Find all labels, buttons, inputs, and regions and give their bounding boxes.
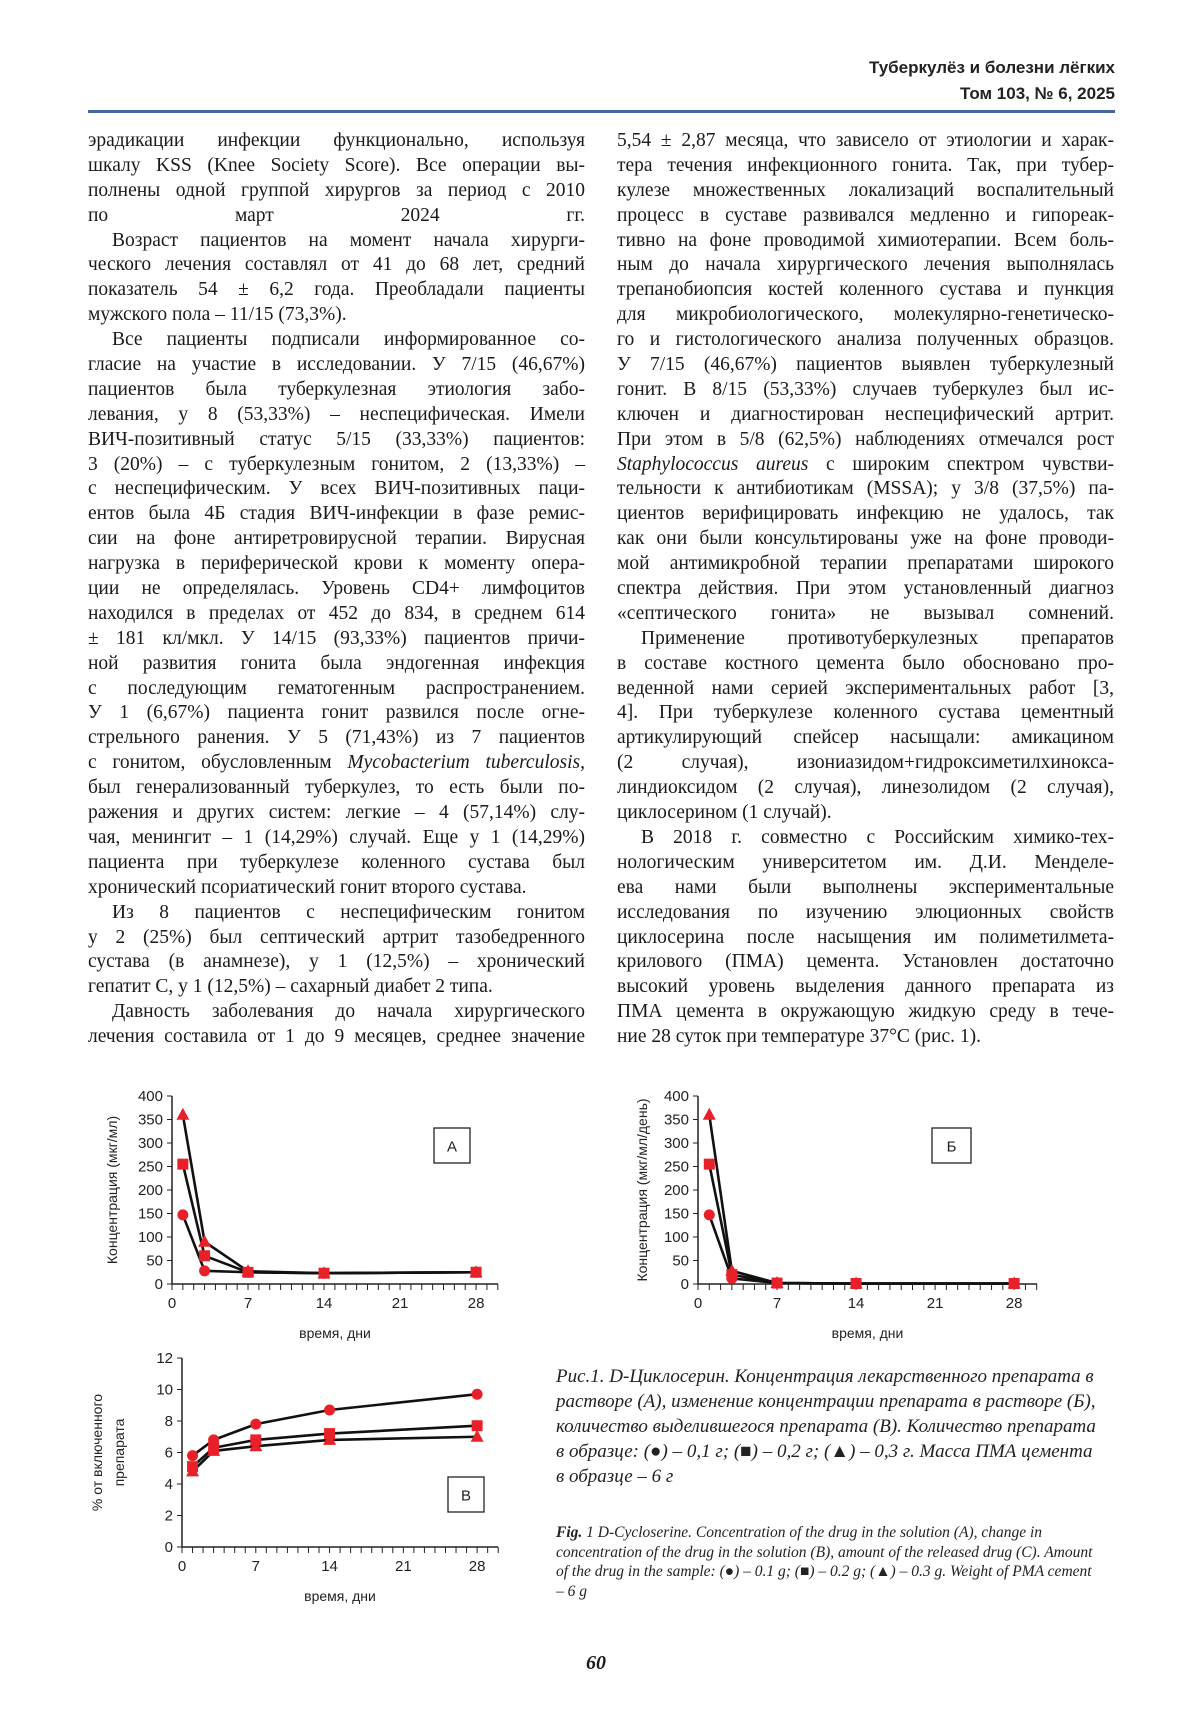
- text-line: трепанобиопсия костей коленного сустава и пункция: [617, 279, 1114, 301]
- text-line: процесс в суставе развивался медленно и гипореак-: [617, 204, 1114, 226]
- x-tick-label: 28: [468, 1558, 486, 1575]
- figure-caption-en: [556, 1523, 1101, 1601]
- text-line: высокий уровень выделения данного препарата из: [617, 976, 1114, 998]
- y-tick-label: 2: [164, 1507, 173, 1525]
- y-tick-label: 100: [663, 1229, 689, 1246]
- text-line: в составе костного цемента было обосновано про-: [617, 652, 1114, 674]
- data-point-circle: [704, 1209, 715, 1220]
- x-tick-label: 21: [394, 1558, 412, 1575]
- italic-species-name: Mycobacterium tuberculosis: [347, 752, 581, 774]
- text-line: артикулирующий спейсер насыщали: амикацином: [617, 727, 1114, 749]
- text-line: шкалу KSS (Knee Society Score). Все операции вы-: [88, 154, 585, 176]
- text-line: ние 28 суток при температуре 37°С (рис. 1).: [617, 1026, 981, 1048]
- text-line: «септического гонита» не вызывал сомнений.: [617, 602, 1114, 624]
- text-line: нагрузка в периферической крови к моменту опера-: [88, 553, 585, 575]
- italic-species-name: Staphylococcus aureus: [617, 453, 809, 475]
- x-axis-title: время, дни: [831, 1325, 904, 1341]
- text-line: тельности к антибиотикам (MSSA); у 3/8 (37,5%) па-: [617, 478, 1114, 500]
- x-tick-label: 0: [177, 1558, 187, 1575]
- x-tick-label: 7: [251, 1558, 260, 1575]
- text-line: с неспецифическим. У всех ВИЧ-позитивных паци-: [88, 478, 585, 500]
- text-line: ВИЧ-позитивный статус 5/15 (33,33%) пациентов:: [88, 428, 585, 450]
- data-point-square: [704, 1159, 715, 1170]
- series-line-circle: [709, 1215, 1014, 1284]
- data-point-circle: [177, 1209, 188, 1220]
- series-line-triangle: [183, 1115, 476, 1273]
- panel-label: Б: [946, 1138, 957, 1156]
- text-line: для микробиологического, молекулярно-генетическо-: [617, 304, 1114, 326]
- series-line-square: [709, 1164, 1014, 1283]
- x-tick-label: 28: [1005, 1295, 1023, 1312]
- text-line: у 2 (25%) был септический артрит тазобедренного: [88, 926, 585, 948]
- y-tick-label: 50: [146, 1252, 163, 1270]
- x-axis-title: время, дни: [299, 1325, 371, 1341]
- text-line: лечения составила от 1 до 9 месяцев, среднее значение: [88, 1026, 585, 1048]
- text-line: 3 (20%) – с туберкулезным гонитом, 2 (13,33%) –: [88, 453, 585, 475]
- data-point-circle: [250, 1419, 261, 1430]
- journal-title: Туберкулёз и болезни лёгких: [868, 58, 1115, 77]
- text-line: У 1 (6,67%) пациента гонит развился после огне-: [88, 702, 585, 724]
- x-tick-label: 0: [693, 1295, 703, 1312]
- text-line: циклосерином (1 случай).: [617, 802, 832, 824]
- text-line: циентов верифицировать инфекцию не удалось, так: [617, 503, 1114, 525]
- x-tick-label: 21: [926, 1295, 944, 1312]
- data-point-triangle: [703, 1108, 716, 1120]
- text-line: Давность заболевания до начала хирургического: [112, 1001, 585, 1023]
- text-line: (2 случая), изониазидом+гидроксиметилхинокса-: [617, 752, 1114, 774]
- x-tick-label: 28: [467, 1295, 485, 1312]
- y-tick-label: 50: [672, 1252, 689, 1270]
- text-line: Возраст пациентов на момент начала хирурги-: [112, 229, 585, 251]
- y-axis-title: % от включенного: [89, 1393, 105, 1512]
- text-line: стрельного ранения. У 5 (71,43%) из 7 пациентов: [88, 727, 585, 749]
- text-line: циклосерина после насыщения им полиметилмета-: [617, 926, 1114, 948]
- text-line: 5,54 ± 2,87 месяца, что зависело от этиологии и харак-: [617, 130, 1114, 151]
- text-line: сии на фоне антиретровирусной терапии. Вирусная: [88, 528, 585, 550]
- text-line: полнены одной группой хирургов за период с 2010: [88, 179, 585, 201]
- data-point-square: [199, 1250, 210, 1261]
- chart-B: [634, 1088, 1037, 1341]
- text-line: показатель 54 ± 6,2 года. Преобладали пациенты: [88, 279, 585, 301]
- text-line: линдиоксидом (2 случая), линезолидом (2 случая),: [617, 777, 1114, 799]
- x-tick-label: 14: [315, 1295, 333, 1312]
- text-line: пациента при туберкулезе коленного сустава был: [88, 851, 585, 873]
- text-line: В 2018 г. совместно с Российским химико-тех-: [641, 826, 1114, 848]
- text-line: У 7/15 (46,67%) пациентов выявлен туберкулезный: [617, 354, 1114, 376]
- text-line: ева нами были выполнены экспериментальные: [617, 876, 1114, 898]
- text-line: ческого лечения составлял от 41 до 68 лет, средний: [88, 254, 585, 276]
- text-line: Все пациенты подписали информированное со-: [112, 329, 585, 351]
- text-line: по март 2024 гг.: [88, 204, 585, 226]
- text-line: тера течения инфекционного гонита. Так, при тубер-: [617, 154, 1114, 176]
- chart-C: [89, 1350, 498, 1604]
- text-line: левания, у 8 (53,33%) – неспецифическая. Имели: [88, 403, 585, 425]
- x-tick-label: 0: [167, 1295, 177, 1312]
- text-line: Staphylococcus aureus с широким спектром чувстви-: [617, 453, 1114, 475]
- y-tick-label: 4: [164, 1476, 173, 1493]
- text-line: мужского пола – 11/15 (73,3%).: [88, 304, 347, 326]
- y-tick-label: 10: [156, 1381, 173, 1399]
- data-point-circle: [472, 1389, 483, 1400]
- text-line: исследования по изучению элюционных свойств: [617, 901, 1114, 923]
- y-tick-label: 12: [156, 1350, 173, 1367]
- data-point-triangle: [176, 1108, 189, 1120]
- panel-label: В: [460, 1487, 472, 1505]
- y-tick-label: 0: [164, 1539, 173, 1556]
- text-line: ной развития гонита была эндогенная инфекция: [88, 652, 585, 674]
- text-line: нологическим университетом им. Д.И. Менделе-: [617, 851, 1114, 873]
- text-line: гепатит С, у 1 (12,5%) – сахарный диабет 2 типа.: [88, 976, 493, 998]
- y-tick-label: 150: [137, 1205, 163, 1223]
- text-line: сустава (в анамнезе), у 1 (12,5%) – хронический: [88, 951, 585, 973]
- x-tick-label: 7: [772, 1295, 782, 1312]
- x-tick-label: 14: [847, 1295, 865, 1312]
- data-point-square: [177, 1159, 188, 1170]
- text-line: с последующим гематогенным распространением.: [88, 677, 585, 699]
- y-tick-label: 300: [137, 1135, 163, 1152]
- y-tick-label: 0: [680, 1276, 689, 1293]
- y-tick-label: 0: [154, 1276, 163, 1293]
- data-point-circle: [187, 1450, 198, 1461]
- y-axis-title: Концентрация (мкг/мл): [104, 1115, 120, 1265]
- y-tick-label: 200: [663, 1182, 689, 1199]
- y-tick-label: 350: [137, 1111, 163, 1129]
- y-tick-label: 250: [137, 1158, 163, 1176]
- text-line: 4]. При туберкулезе коленного сустава цементный: [617, 702, 1114, 724]
- y-tick-label: 250: [663, 1158, 689, 1176]
- caption-en-text: 1 D-Cycloserine. Concentration of the drug in the solution (A), change in concentration of the drug in the solution (B), amount of the released drug (C). Amount of the drug in the sample: (●) – 0.1 g; (■) – 0.2 g; (▲) – 0.3 g. Weight of PMA cement – 6 g: [556, 1524, 1093, 1600]
- page-number: 60: [586, 1652, 606, 1674]
- text-line: спектра действия. При этом установленный диагноз: [617, 578, 1114, 600]
- caption-en-label: Fig.: [556, 1524, 583, 1541]
- x-tick-label: 21: [391, 1295, 409, 1312]
- text-line: мой антимикробной терапии препаратами широкого: [617, 553, 1114, 575]
- figure-caption-ru: Рис.1. D-Циклосерин. Концентрация лекарственного препарата в растворе (А), изменение концентрации препарата в растворе (Б), количество выделившегося препарата (В). Количество препарата в образце: (●) – 0,1 г; (■) – 0,2 г; (▲) – 0,3 г. Масса ПМА цемента в образце – 6 г: [556, 1366, 1096, 1487]
- data-point-circle: [324, 1404, 335, 1415]
- text-line: крилового (ПМА) цемента. Установлен достаточно: [617, 951, 1114, 973]
- chart-A: [104, 1088, 498, 1341]
- text-line: ключен и диагностирован неспецифический артрит.: [617, 403, 1114, 425]
- y-axis-title: препарата: [111, 1418, 127, 1487]
- text-line: Применение противотуберкулезных препаратов: [641, 627, 1114, 649]
- text-line: гласие на участие в исследовании. У 7/15 (46,67%): [88, 354, 585, 376]
- text-line: находился в пределах от 452 до 834, в среднем 614: [88, 602, 585, 624]
- data-point-circle: [199, 1265, 210, 1276]
- text-line: ентов была 4Б стадия ВИЧ-инфекции в фазе ремис-: [88, 503, 585, 525]
- text-line: чая, менингит – 1 (14,29%) случай. Еще у 1 (14,29%): [88, 826, 585, 848]
- y-tick-label: 200: [137, 1182, 163, 1199]
- series-line-triangle: [193, 1437, 478, 1472]
- text-line: тивно на фоне проводимой химиотерапии. Всем боль-: [617, 229, 1114, 251]
- y-tick-label: 8: [164, 1413, 173, 1430]
- text-line: с гонитом, обусловленным Mycobacterium tuberculosis,: [88, 752, 585, 774]
- y-tick-label: 350: [663, 1111, 689, 1129]
- text-line: го и гистологического анализа полученных образцов.: [617, 329, 1114, 351]
- journal-issue: Том 103, № 6, 2025: [960, 84, 1115, 103]
- panel-label: А: [446, 1138, 458, 1156]
- text-line: ± 181 кл/мкл. У 14/15 (93,33%) пациентов причи-: [88, 627, 585, 649]
- series-line-circle: [193, 1394, 478, 1455]
- text-line: веденной нами серией экспериментальных работ [3,: [617, 677, 1114, 699]
- data-point-square: [472, 1420, 483, 1431]
- text-line: ным до начала хирургического лечения выполнялась: [617, 254, 1114, 276]
- text-line: кулезе множественных локализаций воспалительный: [617, 179, 1114, 201]
- x-tick-label: 7: [243, 1295, 253, 1312]
- y-tick-label: 400: [663, 1088, 689, 1105]
- text-line: Из 8 пациентов с неспецифическим гонитом: [112, 901, 585, 923]
- y-tick-label: 400: [137, 1088, 163, 1105]
- text-line: был генерализованный туберкулез, то есть были по-: [88, 777, 585, 799]
- y-tick-label: 150: [663, 1205, 689, 1223]
- text-line: ПМА цемента в окружающую жидкую среду в тече-: [617, 1001, 1114, 1023]
- text-line: как они были консультированы уже на фоне проводи-: [617, 528, 1114, 550]
- x-tick-label: 14: [321, 1558, 338, 1575]
- y-tick-label: 100: [137, 1229, 163, 1246]
- y-axis-title: Концентрация (мкг/мл/день): [634, 1098, 650, 1282]
- text-line: эрадикации инфекции функционально, используя: [88, 130, 585, 151]
- text-line: гонит. В 8/15 (53,33%) случаев туберкулез был ис-: [617, 378, 1114, 400]
- y-tick-label: 6: [164, 1444, 173, 1462]
- x-axis-title: время, дни: [304, 1588, 376, 1604]
- text-line: хронический псориатический гонит второго сустава.: [88, 876, 527, 898]
- y-tick-label: 300: [663, 1135, 689, 1152]
- text-line: пациентов была туберкулезная этиология забо-: [88, 378, 585, 400]
- text-line: При этом в 5/8 (62,5%) наблюдениях отмечался рост: [617, 428, 1114, 450]
- text-line: ражения и других систем: легкие – 4 (57,14%) слу-: [88, 802, 585, 824]
- text-line: ции не определялась. Уровень CD4+ лимфоцитов: [88, 578, 585, 600]
